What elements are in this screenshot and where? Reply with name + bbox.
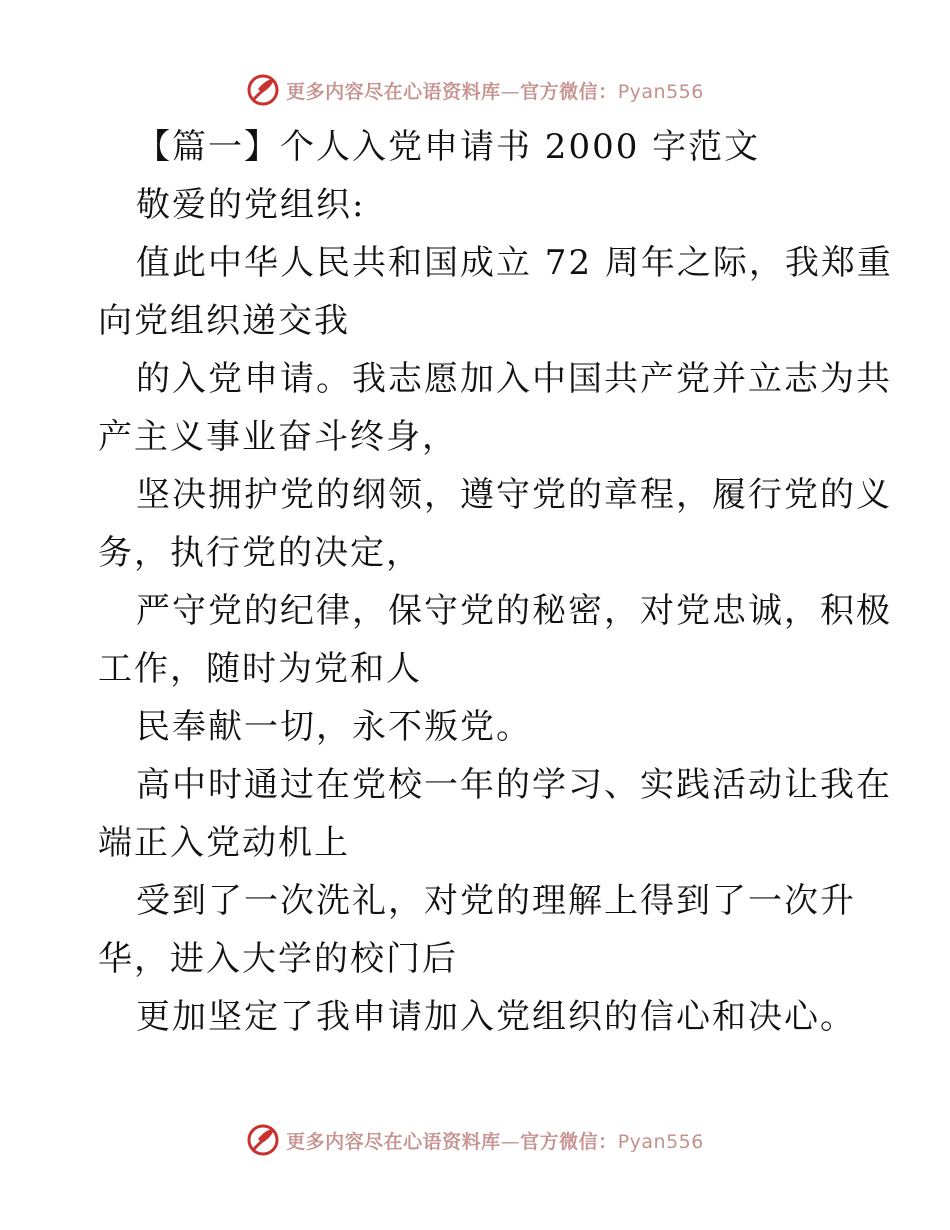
paragraph-line: 民奉献一切，永不叛党。 <box>136 707 532 747</box>
banner-dash: — <box>500 1130 521 1153</box>
paragraph-line: 的入党申请。我志愿加入中国共产党并立志为共 <box>136 359 892 399</box>
banner-sub-text: 官方微信： <box>520 80 618 103</box>
paragraph-line: 受到了一次洗礼，对党的理解上得到了一次升 <box>136 881 856 921</box>
banner-main-text: 更多内容尽在心语资料库 <box>286 1130 501 1153</box>
paragraph-line: 华，进入大学的校门后 <box>98 939 458 979</box>
paragraph-line: 坚决拥护党的纲领，遵守党的章程，履行党的义 <box>136 475 892 515</box>
paragraph-line: 严守党的纪律，保守党的秘密，对党忠诚，积极 <box>136 591 892 631</box>
feather-logo-icon <box>246 73 280 107</box>
paragraph-line: 工作，随时为党和人 <box>98 649 422 689</box>
footer-banner <box>0 1120 950 1160</box>
salutation: 敬爱的党组织: <box>136 185 366 225</box>
banner-text <box>286 1127 704 1154</box>
paragraph-line: 产主义事业奋斗终身， <box>98 417 458 457</box>
banner-dash: — <box>500 80 521 103</box>
paragraph-line: 端正入党动机上 <box>98 823 350 863</box>
banner-handle: Pyan556 <box>617 1130 704 1153</box>
banner-handle: Pyan556 <box>617 80 704 103</box>
banner-text <box>286 77 704 104</box>
paragraph-line: 值此中华人民共和国成立 72 周年之际，我郑重 <box>136 243 893 283</box>
feather-logo-icon <box>246 1123 280 1157</box>
header-banner <box>0 70 950 110</box>
banner-sub-text: 官方微信： <box>520 1130 618 1153</box>
document-body <box>98 118 893 1046</box>
paragraph-line: 向党组织递交我 <box>98 301 350 341</box>
paragraph-line: 务，执行党的决定， <box>98 533 422 573</box>
paragraph-line: 高中时通过在党校一年的学习、实践活动让我在 <box>136 765 892 805</box>
banner-main-text: 更多内容尽在心语资料库 <box>286 80 501 103</box>
paragraph-line: 更加坚定了我申请加入党组织的信心和决心。 <box>136 997 856 1037</box>
document-title: 【篇一】个人入党申请书 2000 字范文 <box>136 127 761 167</box>
